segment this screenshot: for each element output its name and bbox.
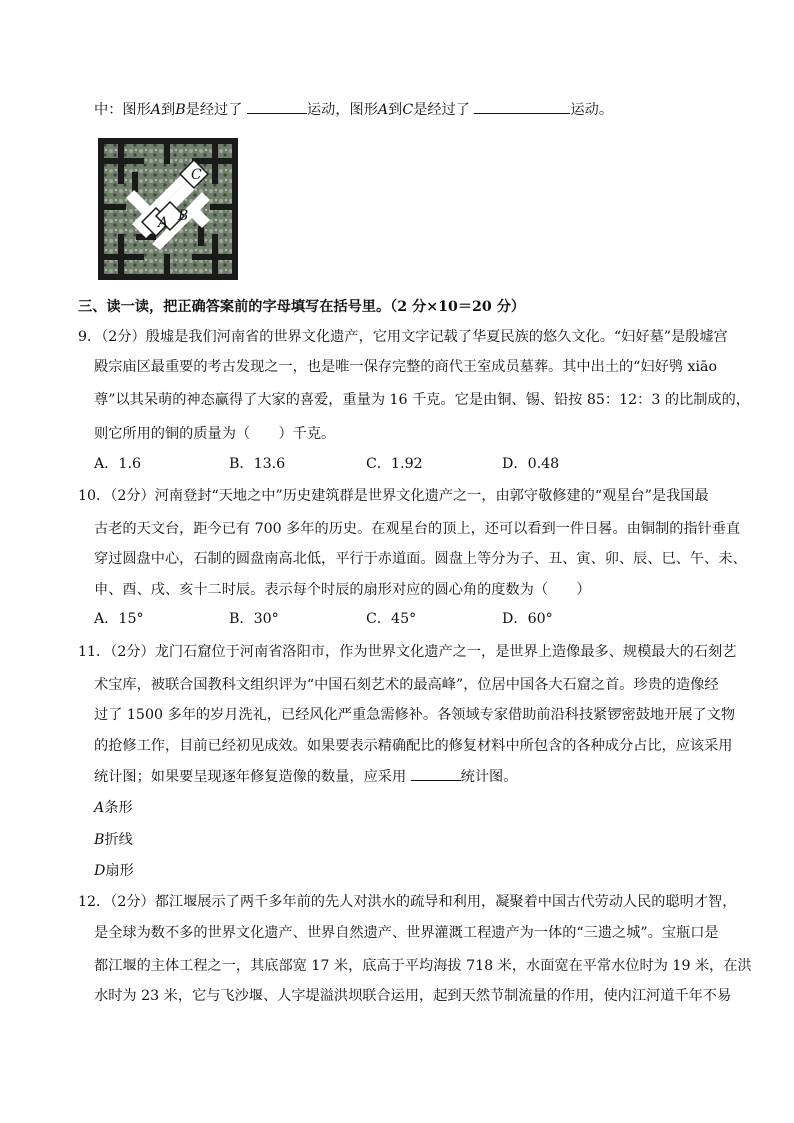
lattice-window-svg <box>98 138 238 280</box>
q10-line-4: 申、酉、戌、亥十二时辰。表示每个时辰的扇形对应的圆心角的度数为（ ） <box>94 582 591 598</box>
q9-line-2: 殿宗庙区最重要的考古发现之一，也是唯一保存完整的商代王室成员墓葬。其中出土的“妇好鸮 xiāo <box>94 359 717 375</box>
q10-option-c[interactable]: C．45° <box>366 611 417 627</box>
q8-answer-blank-1[interactable] <box>247 99 307 114</box>
q9-line-4: 则它所用的铜的质量为（ ）千克。 <box>94 426 336 442</box>
q11-choice-b-letter: B <box>94 832 105 848</box>
label-c: C <box>191 167 202 183</box>
q8-mid2: 是经过了 <box>413 102 470 118</box>
q8-letter-a2: A <box>377 102 389 118</box>
lattice-window-figure <box>98 138 238 280</box>
q11-line-4: 的抢修工作，目前已经初见成效。如果要表示精确配比的修复材料中所包含的各种成分占比，应该采用 <box>94 738 733 754</box>
q12-line-2: 是全球为数不多的世界文化遗产、世界自然遗产、世界灌溉工程遗产为一体的“三遗之城”。宝瓶口是 <box>94 925 719 941</box>
q11-choice-b[interactable] <box>94 829 133 851</box>
q10-line-1: 10．（2分）河南登封“天地之中”历史建筑群是世界文化遗产之一，由郭守敬修建的“观星台”是我国最 <box>78 488 709 504</box>
q8-answer-blank-2[interactable] <box>474 99 570 114</box>
q10-option-a[interactable]: A．15° <box>94 611 144 627</box>
q11-line-2: 术宝库，被联合国教科文组织评为“中国石刻艺术的最高峰”，位居中国各大石窟之首。珍贵的造像经 <box>94 677 719 693</box>
q10-line-2: 古老的天文台，距今已有 700 多年的历史。在观星台的顶上，还可以看到一件日晷。由铜制的指针垂直 <box>94 521 741 537</box>
q11-answer-blank[interactable] <box>411 766 461 781</box>
q11-choice-d-text: 扇形 <box>105 863 134 879</box>
q9-option-d[interactable]: D．0.48 <box>502 456 560 472</box>
q11-choice-a[interactable] <box>94 797 133 819</box>
q8-letter-c2: C <box>402 102 414 118</box>
q11-choice-b-text: 折线 <box>104 832 133 848</box>
q8-mid1: 是经过了 <box>185 102 243 118</box>
q11-choice-d[interactable] <box>94 860 134 882</box>
q8-suffix1: 运动，图形 <box>306 102 378 118</box>
q8-tail-line <box>94 99 613 121</box>
q9-line-1: 9．（2分）殷墟是我们河南省的世界文化遗产，它用文字记载了华夏民族的悠久文化。“妇好墓”是殷墟宫 <box>78 329 728 345</box>
q10-line-3: 穿过圆盘中心，石制的圆盘南高北低，平行于赤道面。圆盘上等分为子、丑、寅、卯、辰、巳、午、未、 <box>94 551 747 567</box>
q11-line-5 <box>94 766 517 788</box>
q12-line-4: 水时为 23 米，它与飞沙堰、人字堤溢洪坝联合运用，起到天然节制流量的作用，使内江河道千年不易 <box>94 988 732 1004</box>
q11-line-3: 过了 1500 多年的岁月洗礼，已经风化严重急需修补。各领域专家借助前沿科技紧锣密鼓地开展了文物 <box>94 707 736 723</box>
q8-letter-b1: B <box>175 102 186 118</box>
q11-choice-a-letter: A <box>94 800 105 816</box>
q10-option-b[interactable]: B．30° <box>229 611 279 627</box>
q10-option-d[interactable]: D．60° <box>502 611 553 627</box>
q8-suffix2: 运动。 <box>570 102 614 118</box>
label-b: B <box>178 208 189 224</box>
section-3-title: 三、读一读，把正确答案前的字母填写在括号里。（2 分×10＝20 分） <box>78 299 526 315</box>
q11-last-prefix: 统计图；如果要呈现逐年修复造像的数量，应采用 <box>94 769 407 785</box>
q11-line-1: 11．（2分）龙门石窟位于河南省洛阳市，作为世界文化遗产之一，是世界上造像最多、规模最大的石刻艺 <box>78 644 737 660</box>
q8-prefix: 中：图形 <box>94 102 151 118</box>
q9-option-a[interactable]: A．1.6 <box>94 456 141 472</box>
q11-choice-a-text: 条形 <box>104 800 133 816</box>
q9-option-c[interactable]: C．1.92 <box>366 456 423 472</box>
q12-line-1: 12．（2分）都江堰展示了两千多年前的先人对洪水的疏导和利用，凝聚着中国古代劳动人民的聪明才智， <box>78 894 737 910</box>
q12-line-3: 都江堰的主体工程之一，其底部宽 17 米，底高于平均海拔 718 米，水面宽在平常水位时为 19 米，在洪 <box>94 958 752 974</box>
q11-choice-d-letter: D <box>94 863 106 879</box>
q9-option-b[interactable]: B．13.6 <box>229 456 286 472</box>
q8-to2: 到 <box>388 102 403 118</box>
q8-letter-a1: A <box>150 102 162 118</box>
label-a: A <box>158 215 169 231</box>
q11-last-suffix: 统计图。 <box>460 769 518 785</box>
q9-line-3: 尊”以其呆萌的神态赢得了大家的喜爱，重量为 16 千克。它是由铜、锡、铅按 85：12：3 的比制成的， <box>94 392 750 408</box>
q8-to1: 到 <box>161 102 176 118</box>
